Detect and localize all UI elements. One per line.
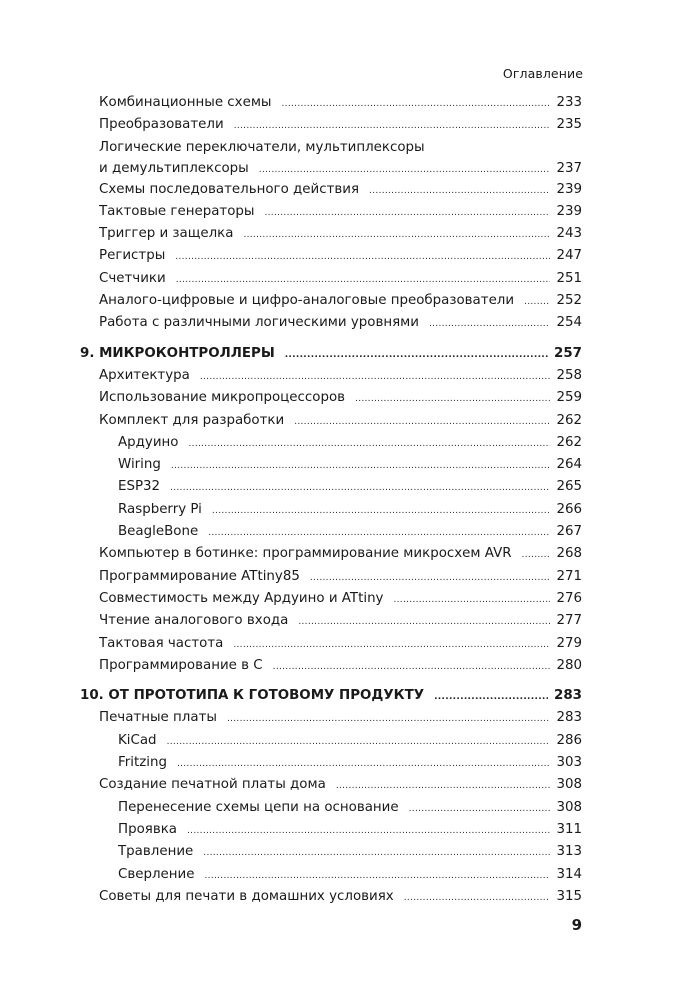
toc-entry-title: Аналого-цифровые и цифро-аналоговые преобразователи <box>99 293 515 309</box>
toc-entry-page: 262 <box>556 412 582 428</box>
toc-entry-page: 247 <box>556 248 582 264</box>
dot-leader <box>298 611 550 633</box>
toc-entry-page: 257 <box>554 345 582 361</box>
dot-leader <box>310 567 551 589</box>
toc-entry-title: 10. ОТ ПРОТОТИПА К ГОТОВОМУ ПРОДУКТУ <box>80 688 425 704</box>
toc-entry <box>80 864 582 886</box>
dot-leader <box>212 500 551 522</box>
toc-entry <box>80 566 582 588</box>
toc-entry-page: 252 <box>556 293 582 309</box>
toc-entry <box>80 268 582 290</box>
toc-entry-page: 239 <box>556 181 582 197</box>
dot-leader <box>522 544 551 566</box>
toc-entry-page: 314 <box>556 866 582 882</box>
toc-entry-title: Советы для печати в домашних условиях <box>99 888 394 904</box>
dot-leader <box>369 180 550 202</box>
toc-entry-title: Программирование ATtiny85 <box>99 568 300 584</box>
dot-leader <box>233 634 550 656</box>
toc-entry <box>80 137 582 179</box>
toc-entry <box>80 92 582 114</box>
toc-entry-title: Травление <box>118 844 194 860</box>
toc-entry-title: Fritzing <box>118 755 167 771</box>
toc-entry-page: 280 <box>556 657 582 673</box>
toc-entry <box>80 499 582 521</box>
dot-leader <box>336 775 551 797</box>
toc-entry <box>80 245 582 267</box>
toc-entry <box>80 290 582 312</box>
dot-leader <box>259 160 551 181</box>
toc-entry-title: Ардуино <box>118 434 179 450</box>
dot-leader <box>176 269 551 291</box>
toc-entry-title: Создание печатной платы дома <box>99 777 326 793</box>
toc-entry-page: 262 <box>556 434 582 450</box>
toc-entry <box>80 365 582 387</box>
toc-entry-page: 311 <box>556 821 582 837</box>
toc-entry <box>80 114 582 136</box>
dot-leader <box>434 686 548 708</box>
toc-entry-page: 254 <box>556 315 582 331</box>
dot-leader <box>294 411 550 433</box>
toc-entry-title-continued: и демультиплексоры <box>99 160 249 176</box>
toc-entry-title: Использование микропроцессоров <box>99 390 346 406</box>
toc-entry-title: Печатные платы <box>99 710 217 726</box>
toc-entry <box>80 588 582 610</box>
dot-leader <box>355 388 550 410</box>
dot-leader <box>404 887 551 909</box>
dot-leader <box>264 202 550 224</box>
toc-entry-page: 251 <box>556 270 582 286</box>
toc-entry <box>80 454 582 476</box>
toc-entry-title: ESP32 <box>118 479 161 495</box>
dot-leader <box>167 731 551 753</box>
toc-entry-page: 268 <box>556 546 582 562</box>
dot-leader <box>227 708 550 730</box>
toc-entry-title: Преобразователи <box>99 117 224 133</box>
toc-entry-title: 9. МИКРОКОНТРОЛЛЕРЫ <box>80 345 275 361</box>
toc-entry-page: 267 <box>556 524 582 540</box>
toc-entry-title: Программирование в C <box>99 657 263 673</box>
toc-entry-page: 303 <box>556 755 582 771</box>
toc-entry <box>80 521 582 543</box>
toc-entry-page: 235 <box>556 117 582 133</box>
toc-entry <box>80 655 582 677</box>
toc-entry-title: Комплект для разработки <box>99 412 285 428</box>
toc-entry-page: 286 <box>556 732 582 748</box>
toc-entry <box>80 432 582 454</box>
toc-entry-page: 233 <box>556 95 582 110</box>
toc-entry <box>80 633 582 655</box>
toc-entry-page: 276 <box>556 590 582 606</box>
toc-entry-page: 283 <box>556 710 582 726</box>
running-head: Оглавление <box>502 66 583 81</box>
dot-leader <box>429 313 550 335</box>
toc-entry-page: 265 <box>556 479 582 495</box>
toc-entry-page: 266 <box>556 501 582 517</box>
toc-entry-page: 271 <box>556 568 582 584</box>
toc-entry-page: 315 <box>556 888 582 904</box>
dot-leader <box>170 477 550 499</box>
page-number: 9 <box>571 916 582 934</box>
toc-entry-title: Raspberry Pi <box>118 501 202 517</box>
dot-leader <box>187 820 550 842</box>
toc-entry <box>80 410 582 432</box>
toc-entry <box>80 179 582 201</box>
toc-entry-page: 313 <box>556 844 582 860</box>
dot-leader <box>171 455 551 477</box>
toc-entry <box>80 886 582 908</box>
toc-entry <box>80 797 582 819</box>
toc-entry-title: Триггер и защелка <box>99 226 234 242</box>
toc-entry <box>80 610 582 632</box>
dot-leader <box>204 865 550 887</box>
dot-leader <box>393 589 550 611</box>
toc-entry <box>80 201 582 223</box>
toc-entry-title: Архитектура <box>99 367 190 383</box>
dot-leader <box>285 344 548 366</box>
toc-entry-page: 237 <box>556 160 582 176</box>
toc-entry-page: 243 <box>556 226 582 242</box>
toc-entry-title: Проявка <box>118 821 178 837</box>
toc-entry <box>80 774 582 796</box>
toc-entry-title: BeagleBone <box>118 524 199 540</box>
toc-entry-page: 239 <box>556 203 582 219</box>
dot-leader <box>208 522 550 544</box>
dot-leader <box>175 246 550 268</box>
toc-entry-page: 277 <box>556 613 582 629</box>
toc-entry-page: 308 <box>556 799 582 815</box>
toc-entry-title: Логические переключатели, мультиплексоры <box>99 139 425 155</box>
toc-entry-page: 308 <box>556 777 582 793</box>
toc-entry <box>80 730 582 752</box>
toc-entry-title: Тактовые генераторы <box>99 203 255 219</box>
toc-entry <box>80 841 582 863</box>
toc-entry <box>80 707 582 729</box>
dot-leader <box>200 366 551 388</box>
toc-entry <box>80 387 582 409</box>
toc-entry <box>80 752 582 774</box>
toc-entry-title: Счетчики <box>99 270 166 286</box>
toc-entry-title: Работа с различными логическими уровнями <box>99 315 419 331</box>
toc-chapter <box>80 685 582 707</box>
toc-chapter <box>80 343 582 365</box>
toc-entry <box>80 312 582 334</box>
dot-leader <box>189 433 551 455</box>
toc-entry-page: 258 <box>556 367 582 383</box>
toc-entry-title: Регистры <box>99 248 166 264</box>
toc-entry-title: Комбинационные схемы <box>99 95 272 110</box>
toc-entry <box>80 543 582 565</box>
toc-entry-title: Схемы последовательного действия <box>99 181 360 197</box>
toc-entry-title: Компьютер в ботинке: программирование микросхем AVR <box>99 546 512 562</box>
toc-entry-page: 264 <box>556 457 582 473</box>
dot-leader <box>273 656 551 678</box>
toc-entry-page: 279 <box>556 635 582 651</box>
dot-leader <box>282 93 551 115</box>
toc-entry-title: Перенесение схемы цепи на основание <box>118 799 399 815</box>
toc-entry <box>80 476 582 498</box>
toc-entry-title: Совместимость между Ардуино и ATtiny <box>99 590 384 606</box>
toc-entry-title: KiCad <box>118 732 157 748</box>
toc-entry-page: 259 <box>556 390 582 406</box>
toc-entry-title: Сверление <box>118 866 195 882</box>
toc-entry-page: 283 <box>554 688 582 704</box>
toc-entry-title: Wiring <box>118 457 161 473</box>
dot-leader <box>177 753 550 775</box>
toc-entry-title: Чтение аналогового входа <box>99 613 289 629</box>
dot-leader <box>524 291 550 313</box>
dot-leader <box>234 115 551 137</box>
toc-entry <box>80 819 582 841</box>
toc-entry-line <box>99 158 582 179</box>
table-of-contents <box>80 92 582 908</box>
toc-entry <box>80 223 582 245</box>
dot-leader <box>409 798 551 820</box>
dot-leader <box>243 224 550 246</box>
toc-entry-title: Тактовая частота <box>99 635 224 651</box>
dot-leader <box>203 842 550 864</box>
